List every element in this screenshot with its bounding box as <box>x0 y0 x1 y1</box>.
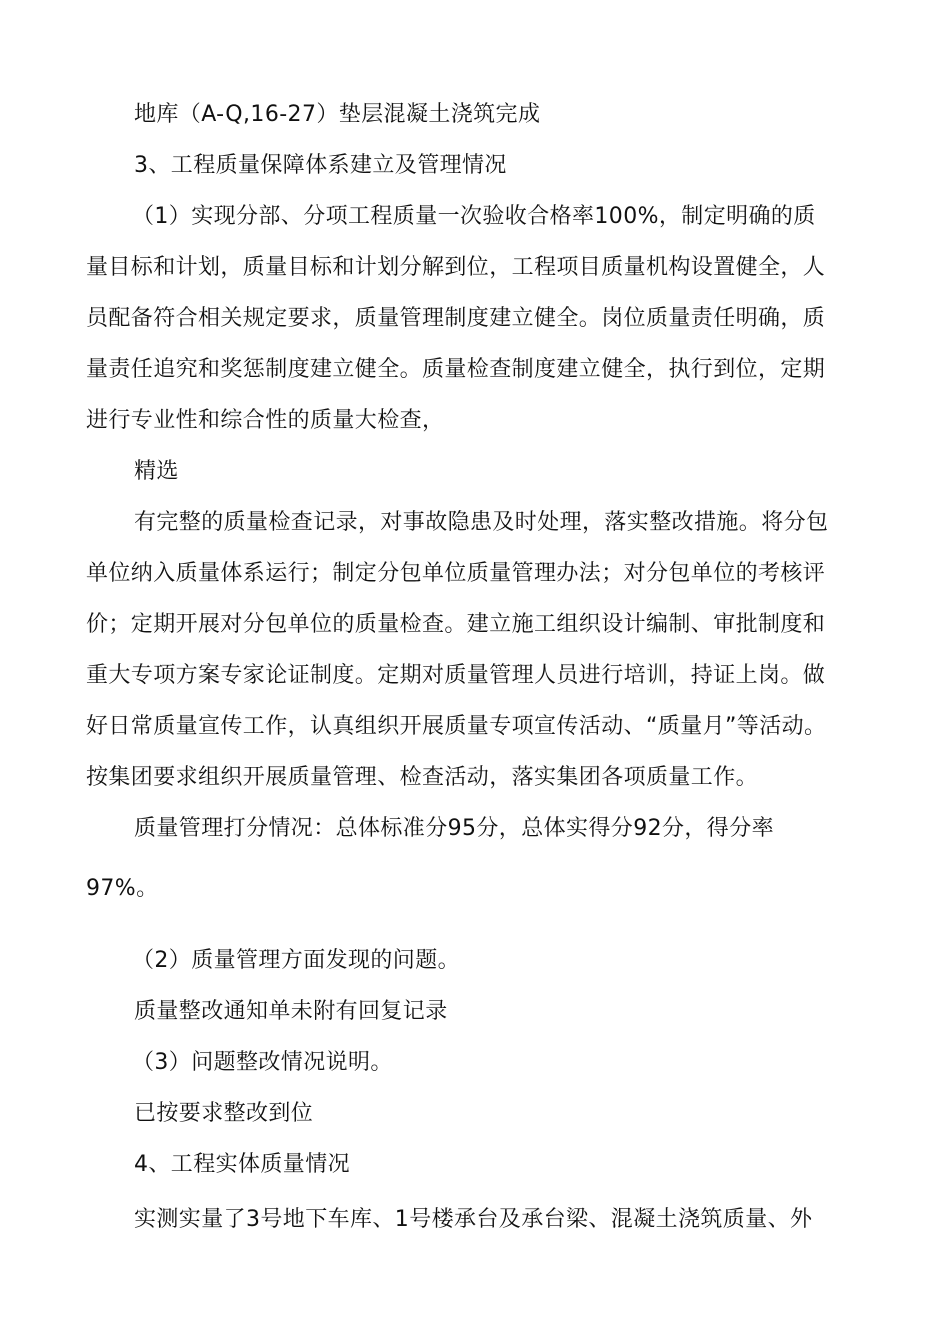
text-line-7: 进行专业性和综合性的质量大检查， <box>86 408 445 433</box>
section-heading-3: 3、工程质量保障体系建立及管理情况 <box>134 153 507 178</box>
text-line-5: 员配备符合相关规定要求，质量管理制度建立健全。岗位质量责任明确，质 <box>86 306 826 331</box>
text-line-15: 质量管理打分情况：总体标准分95分，总体实得分92分，得分率 <box>134 816 774 841</box>
text-line-3: （1）实现分部、分项工程质量一次验收合格率100%，制定明确的质 <box>132 204 816 229</box>
text-line-4: 量目标和计划，质量目标和计划分解到位，工程项目质量机构设置健全，人 <box>86 255 826 280</box>
text-line-22: 实测实量了3号地下车库、1号楼承台及承台梁、混凝土浇筑质量、外 <box>134 1207 813 1232</box>
text-line-13: 好日常质量宣传工作，认真组织开展质量专项宣传活动、“质量月”等活动。 <box>86 714 827 739</box>
text-line-19: （3）问题整改情况说明。 <box>132 1050 393 1075</box>
section-heading-4: 4、工程实体质量情况 <box>134 1152 350 1177</box>
text-line-16: 97%。 <box>86 876 159 901</box>
text-line-8: 精选 <box>134 459 179 484</box>
text-line-1: 地库（A-Q,16-27）垫层混凝土浇筑完成 <box>134 102 541 127</box>
text-line-20: 已按要求整改到位 <box>134 1101 314 1126</box>
text-line-11: 价；定期开展对分包单位的质量检查。建立施工组织设计编制、审批制度和 <box>86 612 826 637</box>
text-line-10: 单位纳入质量体系运行；制定分包单位质量管理办法；对分包单位的考核评 <box>86 561 826 586</box>
text-line-12: 重大专项方案专家论证制度。定期对质量管理人员进行培训，持证上岗。做 <box>86 663 826 688</box>
text-line-14: 按集团要求组织开展质量管理、检查活动，落实集团各项质量工作。 <box>86 765 759 790</box>
text-line-17: （2）质量管理方面发现的问题。 <box>132 948 460 973</box>
text-line-18: 质量整改通知单未附有回复记录 <box>134 999 448 1024</box>
text-line-6: 量责任追究和奖惩制度建立健全。质量检查制度建立健全，执行到位，定期 <box>86 357 826 382</box>
text-line-9: 有完整的质量检查记录，对事故隐患及时处理，落实整改措施。将分包 <box>134 510 829 535</box>
